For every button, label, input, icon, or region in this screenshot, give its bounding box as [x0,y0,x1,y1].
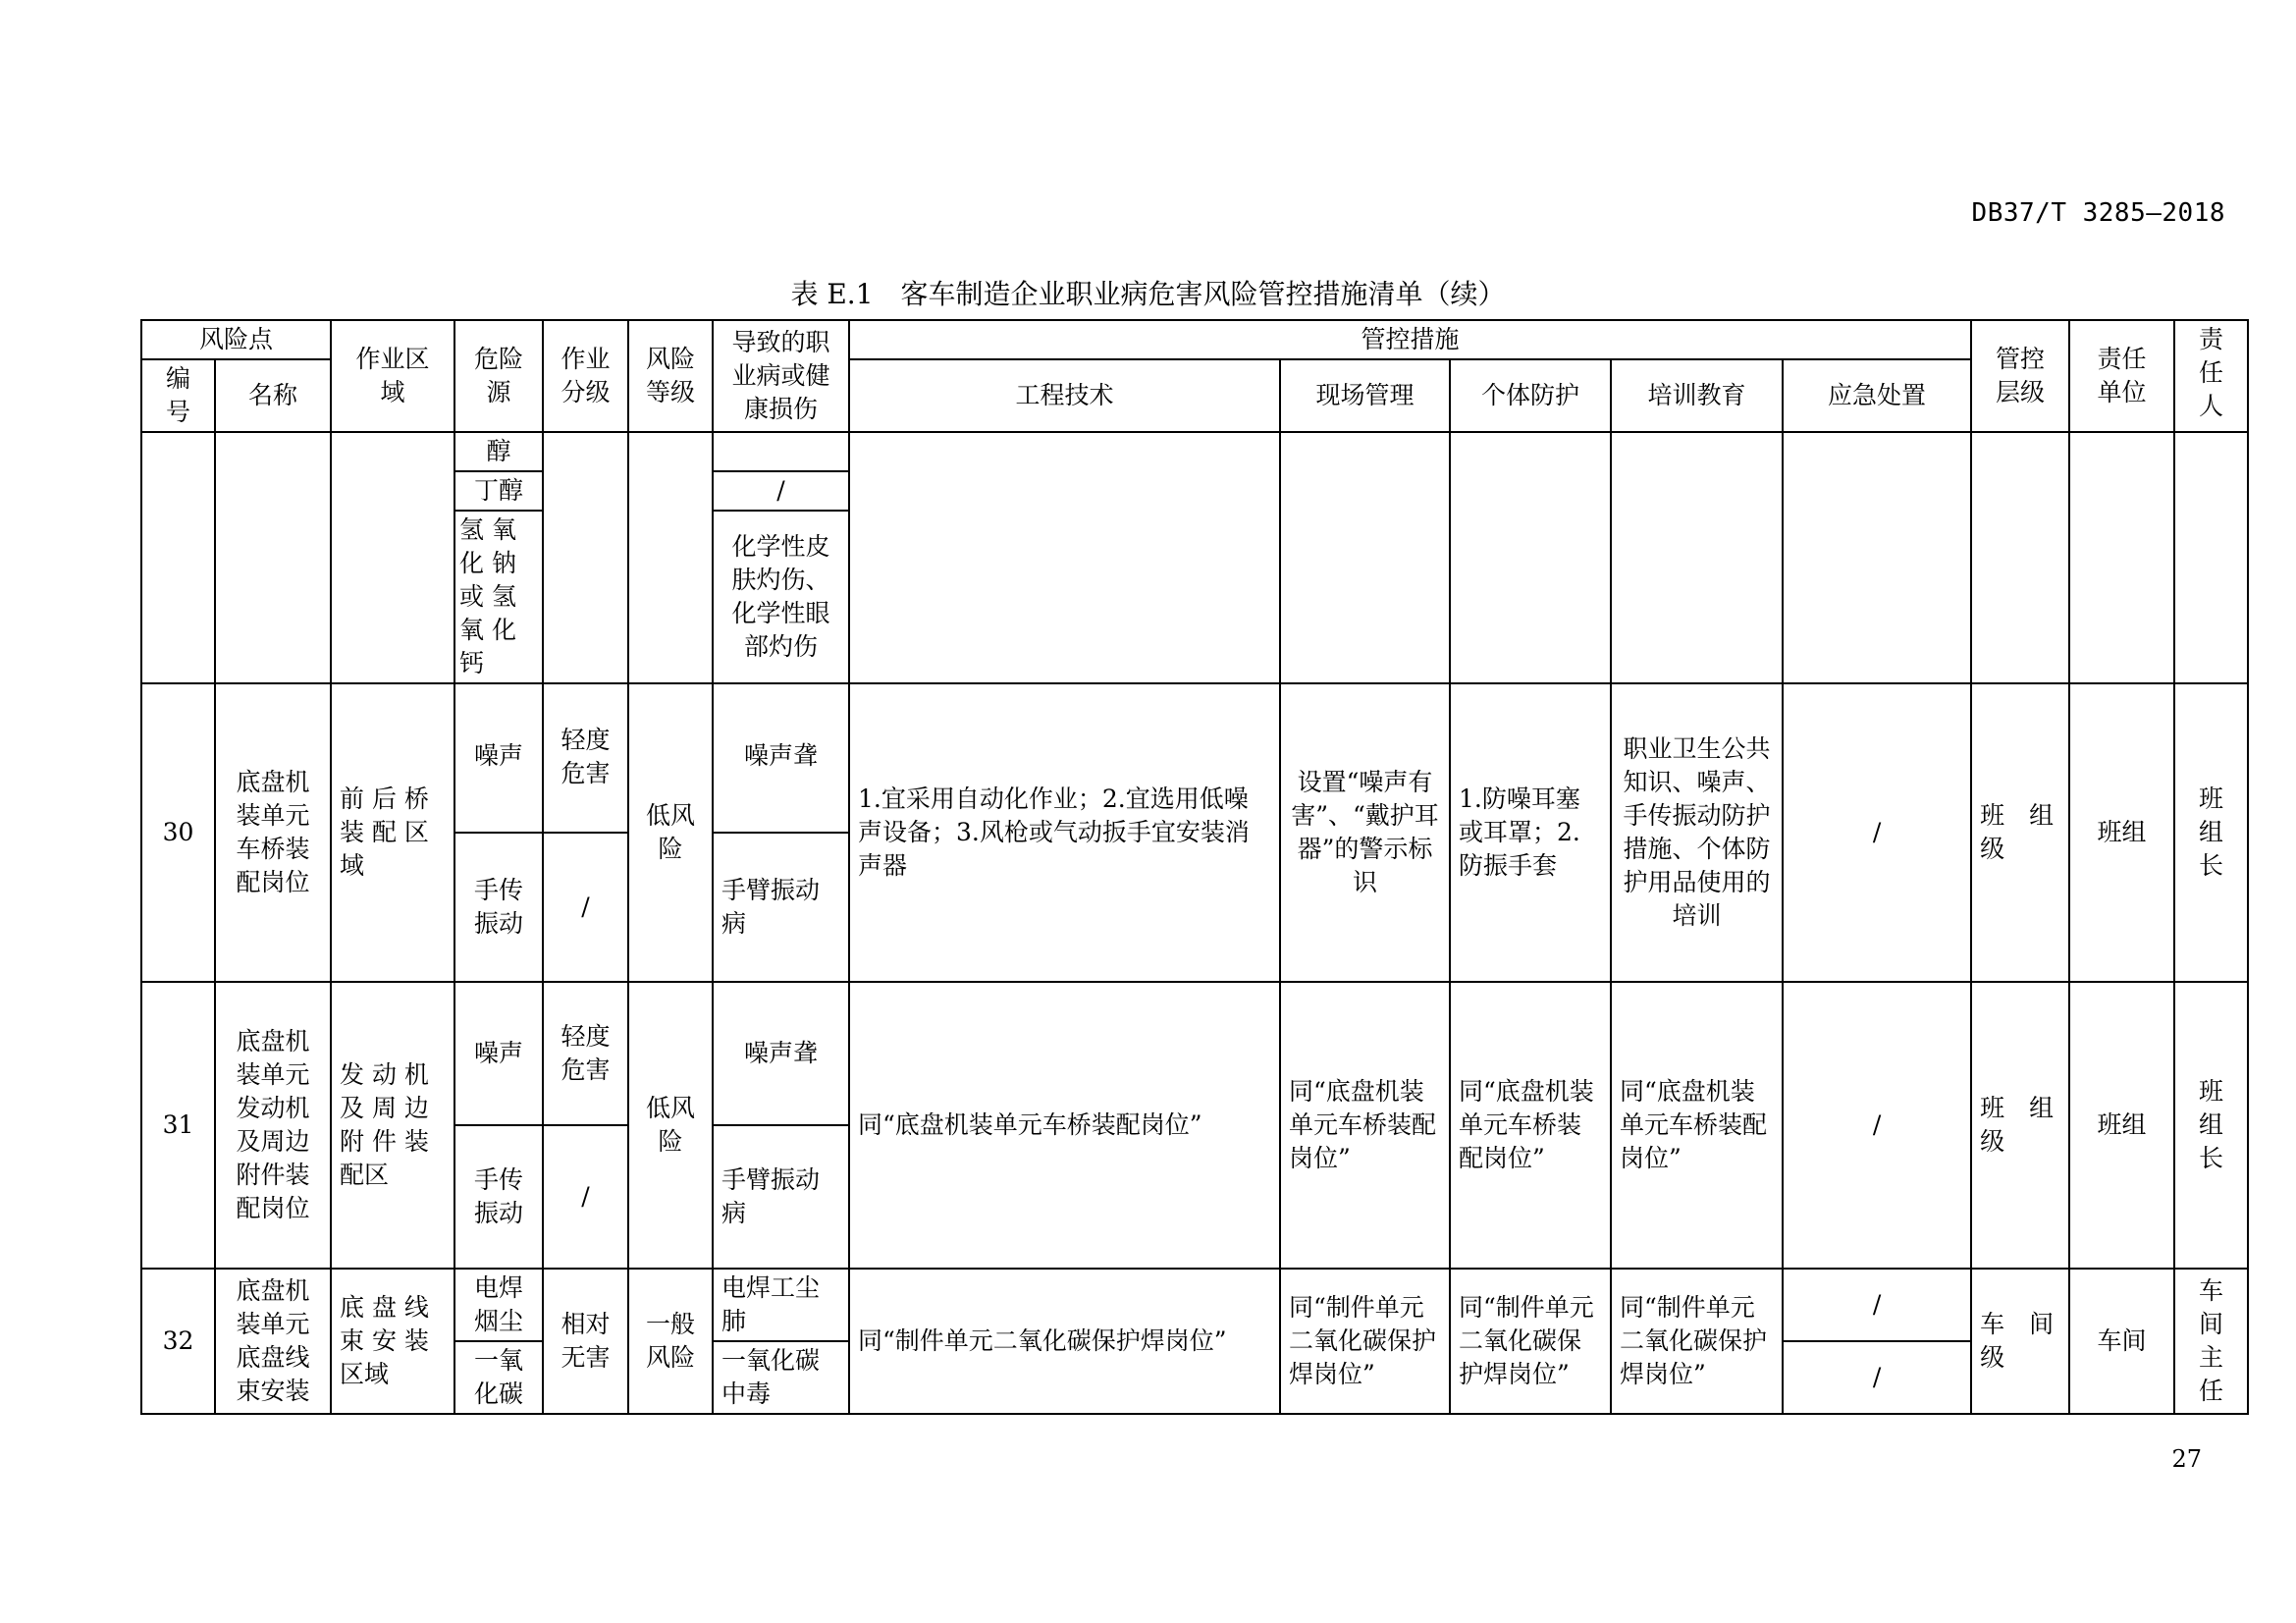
cell-no: 31 [141,982,215,1269]
cell-area: 发 动 机 及 周 边 附 件 装 配区 [331,982,454,1269]
cell-area: 前 后 桥 装 配 区 域 [331,683,454,982]
cell-hazard: 氢 氧 化 钠 或 氢 氧 化 钙 [454,511,543,683]
header-training: 培训教育 [1611,359,1783,432]
cell-risk-level: 低风 险 [628,982,713,1269]
cell-disease: / [713,471,849,511]
cell-disease: 化学性皮 肤灼伤、 化学性眼 部灼伤 [713,511,849,683]
cell-site [1280,432,1450,683]
header-personal-protection: 个体防护 [1450,359,1611,432]
cell-disease: 手臂振动 病 [713,1125,849,1269]
cell-grade: 轻度 危害 [543,982,628,1125]
document-code: DB37/T 3285—2018 [1971,198,2225,228]
risk-control-table [140,319,2249,1415]
cell-training: 同“制件单元二氧化碳保护焊岗位” [1611,1269,1783,1414]
cell-site: 同“底盘机装单元车桥装配岗位” [1280,982,1450,1269]
cell-ppe: 同“制件单元二氧化碳保护焊岗位” [1450,1269,1611,1414]
cell-no [141,432,215,683]
cell-training: 同“底盘机装单元车桥装配岗位” [1611,982,1783,1269]
header-work-grade: 作业 分级 [543,320,628,432]
cell-disease: 噪声聋 [713,683,849,833]
cell-grade: / [543,1125,628,1269]
cell-ppe [1450,432,1611,683]
header-responsible-unit: 责任 单位 [2069,320,2174,432]
cell-engineering [849,432,1280,683]
cell-area [331,432,454,683]
cell-grade [543,432,628,683]
table-row [141,432,2248,471]
table-row [141,683,2248,833]
header-hazard-source: 危险 源 [454,320,543,432]
cell-hazard: 电焊 烟尘 [454,1269,543,1341]
header-engineering: 工程技术 [849,359,1280,432]
cell-hazard: 噪声 [454,982,543,1125]
table-row [141,982,2248,1125]
header-work-area: 作业区 域 [331,320,454,432]
header-no: 编 号 [141,359,215,432]
cell-hazard: 醇 [454,432,543,471]
cell-emergency: / [1783,1341,1971,1414]
header-risk-point: 风险点 [141,320,331,359]
header-row-1 [141,320,2248,359]
table-row [141,1269,2248,1341]
cell-disease: 手臂振动 病 [713,833,849,982]
cell-site: 同“制件单元二氧化碳保护焊岗位” [1280,1269,1450,1414]
cell-no: 32 [141,1269,215,1414]
cell-risk-level: 低风 险 [628,683,713,982]
cell-hazard: 手传 振动 [454,1125,543,1269]
cell-hazard: 丁醇 [454,471,543,511]
table-title: 表 E.1 客车制造企业职业病危害风险管控措施清单（续） [790,278,1506,310]
header-disease: 导致的职 业病或健 康损伤 [713,320,849,432]
cell-training [1611,432,1783,683]
cell-emergency: / [1783,1269,1971,1341]
header-control-level: 管控 层级 [1971,320,2069,432]
cell-name: 底盘机 装单元 车桥装 配岗位 [215,683,331,982]
cell-unit [2069,432,2174,683]
page-number: 27 [2171,1445,2202,1473]
cell-disease: 一氧化碳 中毒 [713,1341,849,1414]
cell-grade: 相对 无害 [543,1269,628,1414]
cell-risk-level: 一般 风险 [628,1269,713,1414]
cell-engineering: 同“制件单元二氧化碳保护焊岗位” [849,1269,1280,1414]
cell-engineering: 同“底盘机装单元车桥装配岗位” [849,982,1280,1269]
cell-hazard: 噪声 [454,683,543,833]
header-risk-level: 风险 等级 [628,320,713,432]
cell-person: 班 组 长 [2174,683,2248,982]
cell-level: 班 组 级 [1971,982,2069,1269]
cell-training: 职业卫生公共知识、噪声、手传振动防护措施、个体防护用品使用的培训 [1611,683,1783,982]
cell-ppe: 同“底盘机装单元车桥装配岗位” [1450,982,1611,1269]
cell-emergency: / [1783,982,1971,1269]
cell-level [1971,432,2069,683]
cell-disease: 噪声聋 [713,982,849,1125]
cell-ppe: 1.防噪耳塞或耳罩；2.防振手套 [1450,683,1611,982]
cell-level: 车 间 级 [1971,1269,2069,1414]
header-emergency: 应急处置 [1783,359,1971,432]
header-control-measures: 管控措施 [849,320,1971,359]
cell-emergency [1783,432,1971,683]
cell-unit: 车间 [2069,1269,2174,1414]
cell-unit: 班组 [2069,982,2174,1269]
cell-hazard: 手传 振动 [454,833,543,982]
cell-engineering: 1.宜采用自动化作业；2.宜选用低噪声设备；3.风枪或气动扳手宜安装消声器 [849,683,1280,982]
header-site-management: 现场管理 [1280,359,1450,432]
cell-disease: 电焊工尘 肺 [713,1269,849,1341]
cell-person [2174,432,2248,683]
header-responsible-person: 责 任 人 [2174,320,2248,432]
cell-level: 班 组 级 [1971,683,2069,982]
cell-no: 30 [141,683,215,982]
cell-disease [713,432,849,471]
cell-name: 底盘机 装单元 底盘线 束安装 [215,1269,331,1414]
cell-person: 车 间 主 任 [2174,1269,2248,1414]
cell-emergency: / [1783,683,1971,982]
cell-name: 底盘机 装单元 发动机 及周边 附件装 配岗位 [215,982,331,1269]
header-name: 名称 [215,359,331,432]
cell-hazard: 一氧 化碳 [454,1341,543,1414]
cell-grade: / [543,833,628,982]
cell-name [215,432,331,683]
cell-unit: 班组 [2069,683,2174,982]
cell-area: 底 盘 线 束 安 装 区域 [331,1269,454,1414]
cell-grade: 轻度 危害 [543,683,628,833]
cell-risk-level [628,432,713,683]
cell-person: 班 组 长 [2174,982,2248,1269]
cell-site: 设置“噪声有害”、“戴护耳器”的警示标识 [1280,683,1450,982]
